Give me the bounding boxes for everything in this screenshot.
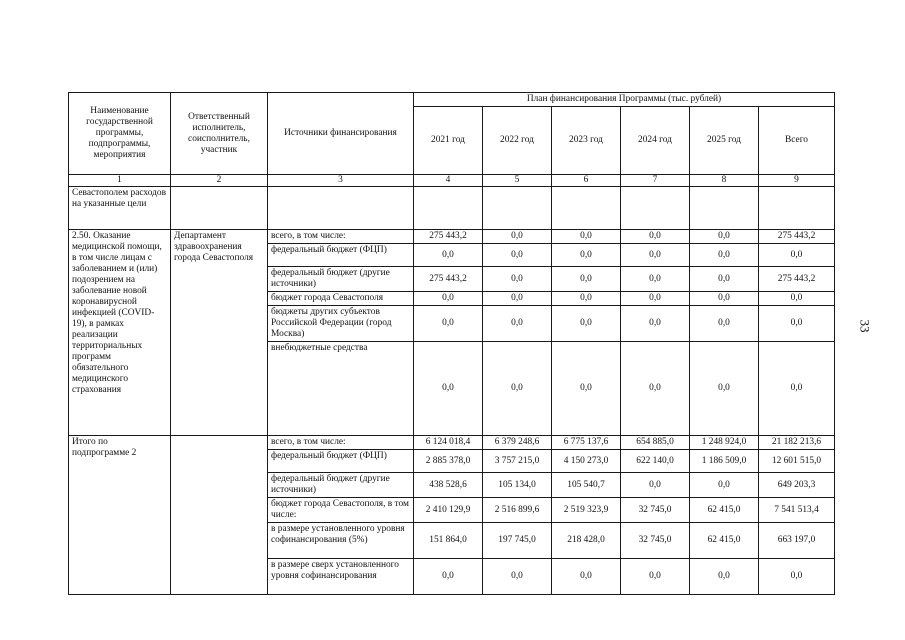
amount-cell: 1 186 509,0	[690, 450, 759, 473]
column-number: 7	[621, 175, 690, 187]
page-number: 33	[857, 319, 873, 333]
amount-cell: 0,0	[621, 244, 690, 267]
amount-cell: 0,0	[759, 244, 835, 267]
amount-cell: 275 443,2	[414, 230, 483, 244]
amount-cell: 0,0	[621, 342, 690, 436]
amount-cell: 0,0	[552, 244, 621, 267]
measure-name: Итого по подпрограмме 2	[69, 436, 171, 595]
amount-cell: 0,0	[690, 473, 759, 498]
funding-source: бюджет города Севастополя, в том числе:	[268, 498, 414, 523]
header-plan: План финансирования Программы (тыс. рублей)	[414, 93, 835, 107]
amount-cell: 275 443,2	[414, 267, 483, 292]
amount-cell: 0,0	[621, 473, 690, 498]
table-row	[69, 230, 835, 244]
amount-cell: 0,0	[621, 292, 690, 306]
amount-cell: 4 150 273,0	[552, 450, 621, 473]
amount-cell: 275 443,2	[759, 230, 835, 244]
amount-cell: 7 541 513,4	[759, 498, 835, 523]
amount-cell: 2 410 129,9	[414, 498, 483, 523]
amount-cell: 105 540,7	[552, 473, 621, 498]
amount-cell: 0,0	[483, 292, 552, 306]
amount-cell: 0,0	[552, 230, 621, 244]
amount-cell: 0,0	[690, 342, 759, 436]
amount-cell: 1 248 924,0	[690, 436, 759, 450]
header-name: Наименование государственной программы, подпрограммы, мероприятия	[69, 93, 171, 175]
amount-cell: 2 519 323,9	[552, 498, 621, 523]
amount-cell: 12 601 515,0	[759, 450, 835, 473]
amount-cell: 32 745,0	[621, 498, 690, 523]
amount-cell: 6 379 248,6	[483, 436, 552, 450]
amount-cell: 0,0	[690, 244, 759, 267]
column-number: 9	[759, 175, 835, 187]
amount-cell: 0,0	[483, 306, 552, 342]
amount-cell: 2 885 378,0	[414, 450, 483, 473]
amount-cell: 275 443,2	[759, 267, 835, 292]
amount-cell: 62 415,0	[690, 523, 759, 559]
header-year: 2025 год	[690, 107, 759, 175]
column-number: 4	[414, 175, 483, 187]
amount-cell: 6 775 137,6	[552, 436, 621, 450]
financing-table	[68, 92, 835, 595]
header-executor: Ответственный исполнитель, соисполнитель, участник	[171, 93, 268, 175]
amount-cell: 0,0	[690, 230, 759, 244]
measure-name: 2.50. Оказание медицинской помощи, в том числе лицам с заболеванием и (или) подозрением на заболевание новой коронавирусной инфекцией (COVID-19), в рамках реализации территориальных программ обязательного медицинского страхования	[69, 230, 171, 436]
amount-cell: 0,0	[414, 306, 483, 342]
amount-cell: 0,0	[621, 559, 690, 595]
amount-cell: 0,0	[621, 306, 690, 342]
header-year: 2023 год	[552, 107, 621, 175]
amount-cell: 6 124 018,4	[414, 436, 483, 450]
amount-cell: 3 757 215,0	[483, 450, 552, 473]
amount-cell: 0,0	[414, 292, 483, 306]
amount-cell: 105 134,0	[483, 473, 552, 498]
amount-cell: 0,0	[690, 306, 759, 342]
amount-cell: 0,0	[483, 342, 552, 436]
measure-executor	[171, 436, 268, 595]
amount-cell: 151 864,0	[414, 523, 483, 559]
funding-source: всего, в том числе:	[268, 436, 414, 450]
header-year: 2022 год	[483, 107, 552, 175]
funding-source: бюджет города Севастополя	[268, 292, 414, 306]
funding-source: в размере установленного уровня софинансирования (5%)	[268, 523, 414, 559]
column-number: 6	[552, 175, 621, 187]
amount-cell: 0,0	[759, 292, 835, 306]
header-year: 2021 год	[414, 107, 483, 175]
amount-cell: 0,0	[552, 292, 621, 306]
column-number: 8	[690, 175, 759, 187]
amount-cell: 0,0	[690, 559, 759, 595]
amount-cell: 649 203,3	[759, 473, 835, 498]
header-year: Всего	[759, 107, 835, 175]
funding-source: всего, в том числе:	[268, 230, 414, 244]
amount-cell: 0,0	[483, 230, 552, 244]
amount-cell: 0,0	[690, 292, 759, 306]
funding-source: федеральный бюджет (другие источники)	[268, 473, 414, 498]
column-number: 1	[69, 175, 171, 187]
column-number: 2	[171, 175, 268, 187]
amount-cell: 0,0	[483, 267, 552, 292]
funding-source: федеральный бюджет (другие источники)	[268, 267, 414, 292]
amount-cell: 0,0	[552, 559, 621, 595]
amount-cell: 21 182 213,6	[759, 436, 835, 450]
amount-cell: 0,0	[483, 244, 552, 267]
amount-cell: 663 197,0	[759, 523, 835, 559]
amount-cell: 62 415,0	[690, 498, 759, 523]
amount-cell: 197 745,0	[483, 523, 552, 559]
continuation-name: Севастополем расходов на указанные цели	[69, 187, 171, 230]
amount-cell: 0,0	[414, 559, 483, 595]
amount-cell: 2 516 899,6	[483, 498, 552, 523]
funding-source: федеральный бюджет (ФЦП)	[268, 450, 414, 473]
funding-source: бюджеты других субъектов Российской Федерации (город Москва)	[268, 306, 414, 342]
table-row	[69, 436, 835, 450]
amount-cell: 0,0	[552, 267, 621, 292]
header-year: 2024 год	[621, 107, 690, 175]
amount-cell: 622 140,0	[621, 450, 690, 473]
amount-cell: 654 885,0	[621, 436, 690, 450]
funding-source: внебюджетные средства	[268, 342, 414, 436]
column-number: 3	[268, 175, 414, 187]
funding-source: федеральный бюджет (ФЦП)	[268, 244, 414, 267]
amount-cell: 0,0	[759, 306, 835, 342]
amount-cell: 32 745,0	[621, 523, 690, 559]
amount-cell: 0,0	[621, 267, 690, 292]
column-number: 5	[483, 175, 552, 187]
amount-cell: 0,0	[759, 342, 835, 436]
measure-executor: Департамент здравоохранения города Севастополя	[171, 230, 268, 436]
amount-cell: 0,0	[552, 306, 621, 342]
amount-cell: 0,0	[690, 267, 759, 292]
amount-cell: 0,0	[414, 244, 483, 267]
amount-cell: 0,0	[483, 559, 552, 595]
amount-cell: 0,0	[759, 559, 835, 595]
amount-cell: 218 428,0	[552, 523, 621, 559]
header-source: Источники финансирования	[268, 93, 414, 175]
amount-cell: 0,0	[552, 342, 621, 436]
amount-cell: 0,0	[414, 342, 483, 436]
funding-source: в размере сверх установленного уровня софинансирования	[268, 559, 414, 595]
amount-cell: 0,0	[621, 230, 690, 244]
amount-cell: 438 528,6	[414, 473, 483, 498]
